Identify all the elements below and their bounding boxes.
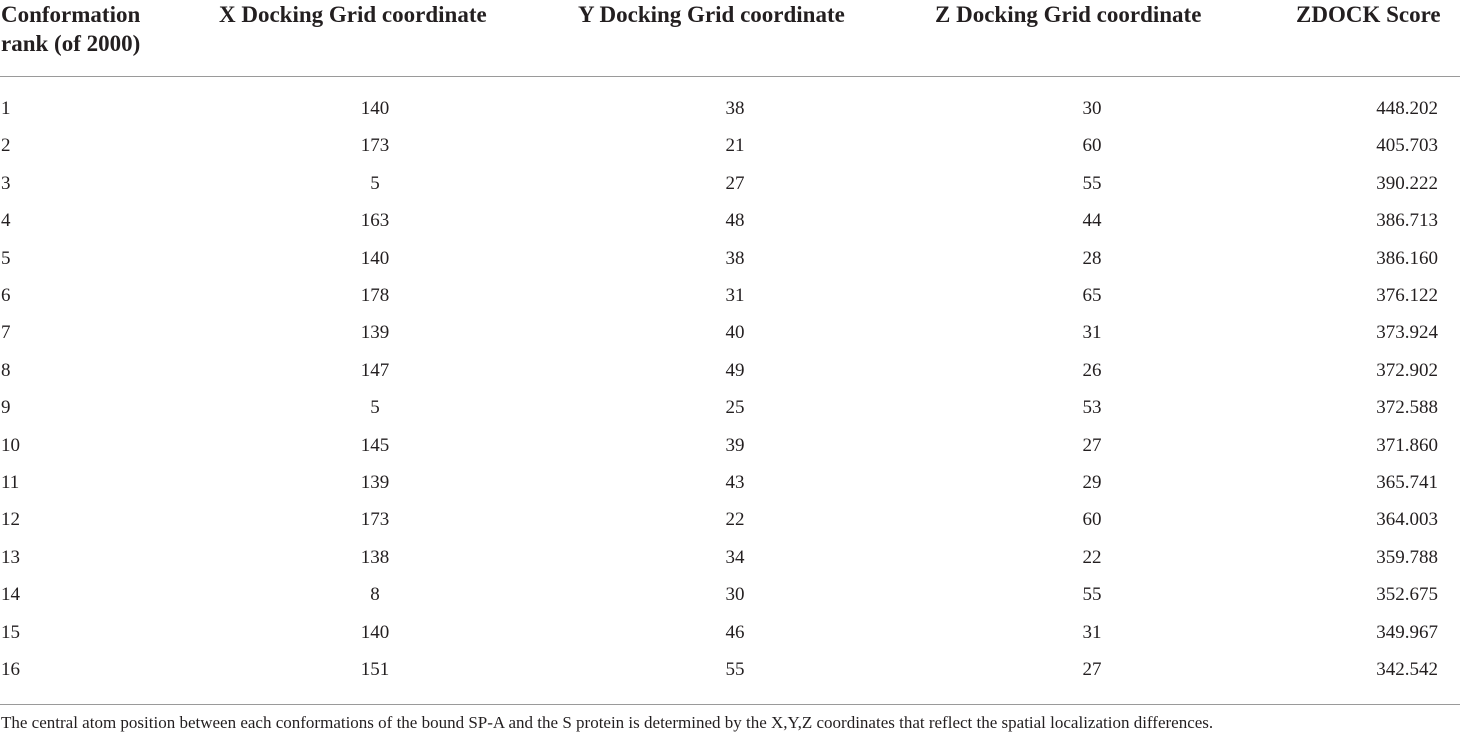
table-row [0,501,1460,538]
rank-cell: 12 [1,509,20,531]
x-cell: 140 [360,98,390,119]
score-cell: 372.588 [1376,397,1438,419]
table-row [0,127,1460,164]
rank-cell: 2 [1,135,11,157]
rank-cell: 3 [1,172,11,194]
y-cell: 21 [725,135,745,157]
rank-cell: 13 [1,546,20,568]
z-cell: 27 [1082,659,1102,680]
score-cell: 386.160 [1376,247,1438,269]
table-header [0,0,1460,77]
x-cell: 139 [360,472,390,493]
rank-cell: 7 [1,322,11,344]
table-row [0,314,1460,351]
table-body [0,77,1460,705]
y-cell: 27 [725,172,745,194]
z-cell: 55 [1082,172,1102,194]
x-cell: 151 [360,659,390,680]
y-cell: 49 [725,359,745,381]
rank-cell: 9 [1,397,11,419]
table-row [0,427,1460,464]
score-cell: 448.202 [1376,98,1438,119]
z-cell: 44 [1082,210,1102,232]
x-cell: 138 [360,546,390,568]
score-cell: 365.741 [1376,472,1438,493]
score-cell: 352.675 [1376,584,1438,606]
z-cell: 31 [1082,322,1102,344]
z-cell: 60 [1082,135,1102,157]
rank-cell: 11 [1,472,20,493]
x-cell: 178 [360,285,390,306]
rank-cell: 14 [1,584,20,606]
table-row [0,464,1460,501]
x-cell: 145 [360,434,390,456]
x-cell: 139 [360,322,390,344]
y-cell: 46 [725,621,745,643]
table-row [0,389,1460,426]
y-cell: 30 [725,584,745,606]
z-cell: 22 [1082,546,1102,568]
rank-cell: 6 [1,285,11,306]
y-cell: 38 [725,247,745,269]
score-cell: 364.003 [1376,509,1438,531]
score-cell: 359.788 [1376,546,1438,568]
score-cell: 371.860 [1376,434,1438,456]
score-cell: 386.713 [1376,210,1438,232]
table-row [0,614,1460,651]
table-row [0,539,1460,576]
table-row [0,202,1460,239]
z-cell: 31 [1082,621,1102,643]
z-cell: 65 [1082,285,1102,306]
z-cell: 60 [1082,509,1102,531]
rank-cell: 10 [1,434,20,456]
header-conformation-rank [1,0,140,58]
table-row [0,240,1460,277]
header-conformation-rank-line1: Conformation [1,2,141,27]
z-cell: 26 [1082,359,1102,381]
z-cell: 28 [1082,247,1102,269]
table-row [0,576,1460,613]
header-z-coordinate: Z Docking Grid coordinate [935,2,1202,27]
y-cell: 39 [725,434,745,456]
z-cell: 29 [1082,472,1102,493]
x-cell: 147 [360,359,390,381]
y-cell: 43 [725,472,745,493]
y-cell: 38 [725,98,745,119]
table-row [0,277,1460,314]
z-cell: 30 [1082,98,1102,119]
y-cell: 22 [725,509,745,531]
x-cell: 163 [360,210,390,232]
x-cell: 5 [370,397,380,419]
table-row [0,165,1460,202]
table-row [0,651,1460,688]
y-cell: 55 [725,659,745,680]
rank-cell: 15 [1,621,20,643]
y-cell: 31 [725,285,745,306]
x-cell: 8 [370,584,380,606]
rank-cell: 8 [1,359,11,381]
score-cell: 390.222 [1376,172,1438,194]
score-cell: 372.902 [1376,359,1438,381]
z-cell: 53 [1082,397,1102,419]
x-cell: 173 [360,135,390,157]
header-zdock-score: ZDOCK Score [1296,2,1441,27]
header-conformation-rank-line2: rank (of 2000) [1,31,141,56]
table-footnote: The central atom position between each conformations of the bound SP-A and the S protein is determined by the X,Y,Z coordinates that reflect the spatial localization differences. [1,713,1214,732]
table-row [0,352,1460,389]
score-cell: 376.122 [1376,285,1438,306]
score-cell: 373.924 [1376,322,1438,344]
x-cell: 5 [370,172,380,194]
y-cell: 25 [725,397,745,419]
rank-cell: 16 [1,659,20,680]
y-cell: 34 [725,546,745,568]
score-cell: 405.703 [1376,135,1438,157]
table-row [0,90,1460,127]
x-cell: 173 [360,509,390,531]
score-cell: 342.542 [1376,659,1438,680]
x-cell: 140 [360,247,390,269]
z-cell: 27 [1082,434,1102,456]
y-cell: 40 [725,322,745,344]
score-cell: 349.967 [1376,621,1438,643]
header-y-coordinate: Y Docking Grid coordinate [578,2,845,27]
y-cell: 48 [725,210,745,232]
rank-cell: 1 [1,98,11,119]
z-cell: 55 [1082,584,1102,606]
rank-cell: 5 [1,247,11,269]
header-x-coordinate: X Docking Grid coordinate [219,2,487,27]
x-cell: 140 [360,621,390,643]
rank-cell: 4 [1,210,11,232]
